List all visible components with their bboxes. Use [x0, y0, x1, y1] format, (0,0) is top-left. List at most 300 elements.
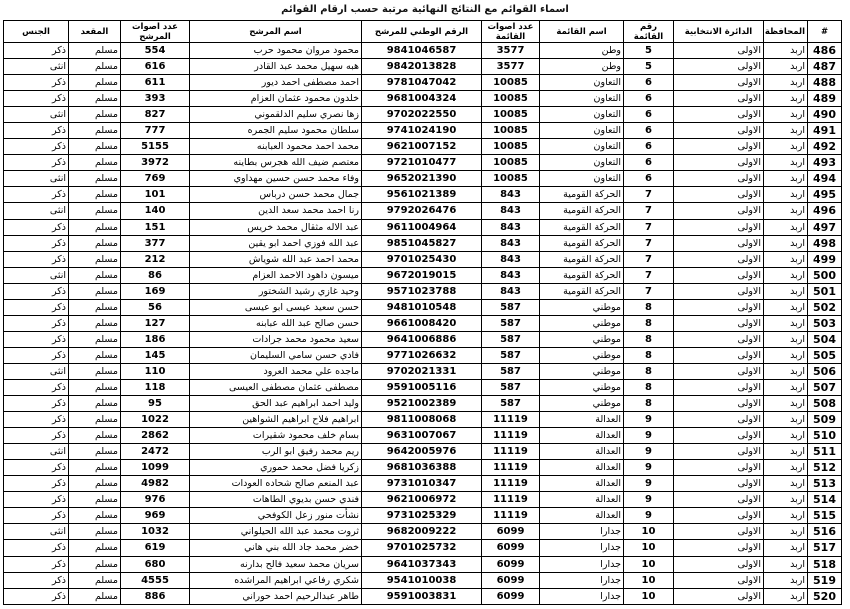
- cell-list-number: 9: [624, 508, 674, 524]
- cell-governorate: اربد: [764, 508, 808, 524]
- cell-list-name: موطني: [540, 379, 624, 395]
- cell-list-number: 7: [624, 203, 674, 219]
- cell-list-votes: 6099: [482, 524, 540, 540]
- cell-candidate-votes: 1022: [121, 412, 190, 428]
- cell-index: 514: [808, 492, 842, 508]
- cell-candidate-name: فندي حسن بديوي الطاهات: [190, 492, 362, 508]
- cell-list-votes: 11119: [482, 444, 540, 460]
- cell-list-votes: 11119: [482, 508, 540, 524]
- cell-list-votes: 843: [482, 283, 540, 299]
- cell-list-number: 7: [624, 251, 674, 267]
- cell-list-votes: 843: [482, 251, 540, 267]
- cell-seat: مسلم: [69, 107, 121, 123]
- cell-list-votes: 10085: [482, 171, 540, 187]
- cell-governorate: اربد: [764, 556, 808, 572]
- cell-list-number: 10: [624, 556, 674, 572]
- cell-governorate: اربد: [764, 139, 808, 155]
- cell-sex: انثى: [4, 171, 69, 187]
- cell-index: 494: [808, 171, 842, 187]
- cell-list-number: 10: [624, 540, 674, 556]
- cell-national-id: 9591003831: [362, 588, 482, 604]
- header-gov: المحافظة: [764, 21, 808, 43]
- cell-list-number: 9: [624, 412, 674, 428]
- cell-district: الاولى: [674, 171, 764, 187]
- table-row: [4, 363, 842, 379]
- header-nat-id: الرقم الوطني للمرشح: [362, 21, 482, 43]
- cell-seat: مسلم: [69, 43, 121, 59]
- cell-seat: مسلم: [69, 412, 121, 428]
- cell-candidate-name: فادي حسن سامي السليمان: [190, 347, 362, 363]
- cell-district: الاولى: [674, 588, 764, 604]
- cell-district: الاولى: [674, 187, 764, 203]
- cell-candidate-votes: 151: [121, 219, 190, 235]
- cell-list-name: الحركة القومية: [540, 283, 624, 299]
- cell-governorate: اربد: [764, 396, 808, 412]
- cell-seat: مسلم: [69, 155, 121, 171]
- cell-candidate-name: سلطان محمود سليم الجمره: [190, 123, 362, 139]
- cell-national-id: 9672019015: [362, 267, 482, 283]
- cell-list-number: 10: [624, 588, 674, 604]
- cell-index: 517: [808, 540, 842, 556]
- cell-governorate: اربد: [764, 572, 808, 588]
- cell-candidate-name: حسن صالح عبد الله عبابنه: [190, 315, 362, 331]
- cell-seat: مسلم: [69, 572, 121, 588]
- cell-governorate: اربد: [764, 492, 808, 508]
- cell-district: الاولى: [674, 460, 764, 476]
- cell-sex: ذكر: [4, 460, 69, 476]
- cell-list-number: 9: [624, 492, 674, 508]
- cell-candidate-votes: 611: [121, 75, 190, 91]
- cell-list-number: 9: [624, 460, 674, 476]
- table-row: [4, 59, 842, 75]
- cell-district: الاولى: [674, 396, 764, 412]
- cell-index: 511: [808, 444, 842, 460]
- cell-list-name: العدالة: [540, 492, 624, 508]
- cell-national-id: 9521002389: [362, 396, 482, 412]
- cell-candidate-name: بسام خلف محمود شقيرات: [190, 428, 362, 444]
- cell-list-name: التعاون: [540, 75, 624, 91]
- cell-list-name: العدالة: [540, 444, 624, 460]
- cell-list-votes: 587: [482, 363, 540, 379]
- cell-sex: ذكر: [4, 492, 69, 508]
- cell-district: الاولى: [674, 492, 764, 508]
- cell-sex: انثى: [4, 203, 69, 219]
- header-district: الدائرة الانتخابية: [674, 21, 764, 43]
- cell-candidate-votes: 110: [121, 363, 190, 379]
- cell-index: 486: [808, 43, 842, 59]
- cell-national-id: 9631007067: [362, 428, 482, 444]
- header-list-votes: عدد اصوات القائمة: [482, 21, 540, 43]
- cell-governorate: اربد: [764, 347, 808, 363]
- cell-governorate: اربد: [764, 75, 808, 91]
- cell-list-name: العدالة: [540, 412, 624, 428]
- cell-governorate: اربد: [764, 331, 808, 347]
- table-row: [4, 203, 842, 219]
- header-seat: المقعد: [69, 21, 121, 43]
- cell-list-name: التعاون: [540, 155, 624, 171]
- cell-list-number: 7: [624, 267, 674, 283]
- cell-candidate-name: جمال محمد حسن درباس: [190, 187, 362, 203]
- cell-governorate: اربد: [764, 267, 808, 283]
- cell-index: 490: [808, 107, 842, 123]
- cell-district: الاولى: [674, 444, 764, 460]
- cell-sex: ذكر: [4, 588, 69, 604]
- table-row: [4, 524, 842, 540]
- cell-list-name: العدالة: [540, 508, 624, 524]
- cell-seat: مسلم: [69, 363, 121, 379]
- cell-list-name: جدارا: [540, 572, 624, 588]
- cell-district: الاولى: [674, 572, 764, 588]
- table-row: [4, 379, 842, 395]
- cell-candidate-name: ماجده علي محمد العرود: [190, 363, 362, 379]
- cell-national-id: 9661008420: [362, 315, 482, 331]
- cell-list-votes: 843: [482, 235, 540, 251]
- cell-index: 512: [808, 460, 842, 476]
- cell-list-votes: 10085: [482, 155, 540, 171]
- cell-governorate: اربد: [764, 235, 808, 251]
- cell-sex: ذكر: [4, 379, 69, 395]
- cell-candidate-name: زها نصري سليم الدلقموني: [190, 107, 362, 123]
- cell-list-votes: 843: [482, 219, 540, 235]
- cell-list-number: 10: [624, 572, 674, 588]
- cell-national-id: 9481010548: [362, 299, 482, 315]
- cell-seat: مسلم: [69, 59, 121, 75]
- cell-index: 487: [808, 59, 842, 75]
- header-list-no: رقم القائمة: [624, 21, 674, 43]
- cell-sex: ذكر: [4, 396, 69, 412]
- table-row: [4, 508, 842, 524]
- header-list-name: اسم القائمة: [540, 21, 624, 43]
- cell-national-id: 9621007152: [362, 139, 482, 155]
- cell-sex: ذكر: [4, 155, 69, 171]
- cell-national-id: 9701025732: [362, 540, 482, 556]
- cell-national-id: 9701025430: [362, 251, 482, 267]
- results-table: [3, 20, 842, 605]
- cell-list-votes: 3577: [482, 59, 540, 75]
- cell-seat: مسلم: [69, 203, 121, 219]
- cell-governorate: اربد: [764, 107, 808, 123]
- cell-governorate: اربد: [764, 363, 808, 379]
- cell-candidate-votes: 118: [121, 379, 190, 395]
- cell-candidate-name: معتصم ضيف الله هجرس بطاينه: [190, 155, 362, 171]
- cell-index: 504: [808, 331, 842, 347]
- cell-candidate-name: عبد الله فوزي احمد ابو يقين: [190, 235, 362, 251]
- cell-list-name: الحركة القومية: [540, 187, 624, 203]
- cell-seat: مسلم: [69, 444, 121, 460]
- cell-governorate: اربد: [764, 43, 808, 59]
- cell-governorate: اربد: [764, 379, 808, 395]
- cell-district: الاولى: [674, 59, 764, 75]
- cell-list-votes: 587: [482, 379, 540, 395]
- cell-seat: مسلم: [69, 588, 121, 604]
- cell-district: الاولى: [674, 123, 764, 139]
- cell-index: 516: [808, 524, 842, 540]
- cell-national-id: 9681004324: [362, 91, 482, 107]
- cell-district: الاولى: [674, 283, 764, 299]
- cell-national-id: 9781047042: [362, 75, 482, 91]
- cell-index: 505: [808, 347, 842, 363]
- cell-seat: مسلم: [69, 556, 121, 572]
- cell-sex: ذكر: [4, 347, 69, 363]
- cell-candidate-name: ابراهيم فلاح ابراهيم الشواهين: [190, 412, 362, 428]
- table-row: [4, 107, 842, 123]
- cell-sex: انثى: [4, 524, 69, 540]
- cell-candidate-name: نشأت منور زعل الكوفحي: [190, 508, 362, 524]
- cell-list-name: موطني: [540, 396, 624, 412]
- cell-index: 519: [808, 572, 842, 588]
- table-row: [4, 444, 842, 460]
- cell-list-name: العدالة: [540, 460, 624, 476]
- table-row: [4, 267, 842, 283]
- cell-district: الاولى: [674, 299, 764, 315]
- cell-seat: مسلم: [69, 428, 121, 444]
- cell-seat: مسلم: [69, 476, 121, 492]
- cell-list-number: 5: [624, 59, 674, 75]
- cell-seat: مسلم: [69, 460, 121, 476]
- table-row: [4, 572, 842, 588]
- cell-list-number: 5: [624, 43, 674, 59]
- cell-list-name: التعاون: [540, 123, 624, 139]
- cell-national-id: 9731025329: [362, 508, 482, 524]
- cell-governorate: اربد: [764, 59, 808, 75]
- cell-candidate-votes: 1032: [121, 524, 190, 540]
- cell-list-votes: 10085: [482, 139, 540, 155]
- cell-candidate-votes: 554: [121, 43, 190, 59]
- cell-governorate: اربد: [764, 412, 808, 428]
- cell-index: 488: [808, 75, 842, 91]
- cell-candidate-name: ثروت محمد عبد الله الحيلواني: [190, 524, 362, 540]
- cell-list-votes: 587: [482, 315, 540, 331]
- cell-candidate-votes: 616: [121, 59, 190, 75]
- cell-list-number: 6: [624, 91, 674, 107]
- cell-index: 496: [808, 203, 842, 219]
- cell-list-votes: 11119: [482, 476, 540, 492]
- cell-candidate-name: محمد احمد عبد الله شوياش: [190, 251, 362, 267]
- table-row: [4, 315, 842, 331]
- cell-list-name: وطن: [540, 59, 624, 75]
- cell-list-votes: 11119: [482, 412, 540, 428]
- table-row: [4, 556, 842, 572]
- cell-governorate: اربد: [764, 203, 808, 219]
- cell-candidate-name: سعيد محمود محمد جرادات: [190, 331, 362, 347]
- cell-sex: ذكر: [4, 139, 69, 155]
- cell-list-number: 6: [624, 155, 674, 171]
- cell-index: 520: [808, 588, 842, 604]
- cell-district: الاولى: [674, 315, 764, 331]
- cell-national-id: 9561021389: [362, 187, 482, 203]
- cell-seat: مسلم: [69, 235, 121, 251]
- cell-list-number: 6: [624, 171, 674, 187]
- cell-list-name: الحركة القومية: [540, 235, 624, 251]
- cell-candidate-votes: 145: [121, 347, 190, 363]
- cell-list-number: 7: [624, 219, 674, 235]
- cell-national-id: 9702022550: [362, 107, 482, 123]
- cell-sex: ذكر: [4, 219, 69, 235]
- cell-sex: ذكر: [4, 187, 69, 203]
- cell-sex: ذكر: [4, 572, 69, 588]
- table-row: [4, 476, 842, 492]
- cell-list-name: العدالة: [540, 428, 624, 444]
- cell-candidate-votes: 186: [121, 331, 190, 347]
- cell-candidate-votes: 4982: [121, 476, 190, 492]
- cell-candidate-votes: 886: [121, 588, 190, 604]
- cell-sex: ذكر: [4, 235, 69, 251]
- cell-list-number: 6: [624, 75, 674, 91]
- cell-list-votes: 6099: [482, 588, 540, 604]
- cell-candidate-votes: 4555: [121, 572, 190, 588]
- header-row: [4, 21, 842, 43]
- cell-candidate-name: هبه سهيل محمد عبد القادر: [190, 59, 362, 75]
- page-title: اسماء القوائم مع النتائج النهائية مرتبة حسب ارقام القوائم: [281, 4, 569, 15]
- cell-candidate-name: احمد مصطفى احمد ديور: [190, 75, 362, 91]
- cell-district: الاولى: [674, 107, 764, 123]
- cell-national-id: 9851045827: [362, 235, 482, 251]
- cell-index: 497: [808, 219, 842, 235]
- cell-candidate-name: وحيد غازي رشيد الشختور: [190, 283, 362, 299]
- table-row: [4, 492, 842, 508]
- cell-candidate-votes: 127: [121, 315, 190, 331]
- cell-governorate: اربد: [764, 171, 808, 187]
- cell-district: الاولى: [674, 155, 764, 171]
- cell-candidate-votes: 2862: [121, 428, 190, 444]
- cell-list-votes: 843: [482, 203, 540, 219]
- cell-sex: ذكر: [4, 508, 69, 524]
- cell-sex: ذكر: [4, 283, 69, 299]
- cell-candidate-votes: 3972: [121, 155, 190, 171]
- cell-national-id: 9771026632: [362, 347, 482, 363]
- cell-candidate-votes: 777: [121, 123, 190, 139]
- cell-list-name: جدارا: [540, 524, 624, 540]
- cell-district: الاولى: [674, 75, 764, 91]
- cell-list-votes: 10085: [482, 91, 540, 107]
- cell-list-name: الحركة القومية: [540, 251, 624, 267]
- cell-national-id: 9682009222: [362, 524, 482, 540]
- cell-list-name: العدالة: [540, 476, 624, 492]
- cell-candidate-name: محمد احمد محمود العبابنه: [190, 139, 362, 155]
- cell-governorate: اربد: [764, 123, 808, 139]
- cell-district: الاولى: [674, 379, 764, 395]
- cell-candidate-votes: 377: [121, 235, 190, 251]
- cell-national-id: 9652021390: [362, 171, 482, 187]
- cell-candidate-name: خضر محمد جاد الله بني هاني: [190, 540, 362, 556]
- cell-sex: انثى: [4, 107, 69, 123]
- cell-seat: مسلم: [69, 331, 121, 347]
- cell-seat: مسلم: [69, 315, 121, 331]
- cell-district: الاولى: [674, 91, 764, 107]
- cell-list-name: موطني: [540, 299, 624, 315]
- cell-governorate: اربد: [764, 476, 808, 492]
- table-row: [4, 460, 842, 476]
- cell-list-number: 9: [624, 476, 674, 492]
- cell-seat: مسلم: [69, 347, 121, 363]
- cell-national-id: 9621006972: [362, 492, 482, 508]
- cell-national-id: 9641006886: [362, 331, 482, 347]
- header-idx: #: [808, 21, 842, 43]
- cell-index: 501: [808, 283, 842, 299]
- cell-index: 507: [808, 379, 842, 395]
- cell-list-number: 7: [624, 187, 674, 203]
- cell-candidate-name: مصطفى عثمان مصطفى العيسى: [190, 379, 362, 395]
- cell-list-number: 9: [624, 428, 674, 444]
- cell-national-id: 9702021331: [362, 363, 482, 379]
- cell-candidate-name: شكري رفاعي ابراهيم المراشده: [190, 572, 362, 588]
- cell-list-name: الحركة القومية: [540, 219, 624, 235]
- cell-index: 508: [808, 396, 842, 412]
- cell-index: 518: [808, 556, 842, 572]
- cell-list-votes: 10085: [482, 107, 540, 123]
- cell-list-number: 7: [624, 283, 674, 299]
- cell-candidate-name: رنا احمد محمد سعد الدين: [190, 203, 362, 219]
- cell-list-votes: 587: [482, 299, 540, 315]
- cell-list-number: 8: [624, 315, 674, 331]
- cell-seat: مسلم: [69, 540, 121, 556]
- cell-list-votes: 6099: [482, 556, 540, 572]
- cell-sex: انثى: [4, 59, 69, 75]
- table-row: [4, 331, 842, 347]
- cell-list-name: الحركة القومية: [540, 267, 624, 283]
- cell-seat: مسلم: [69, 396, 121, 412]
- cell-seat: مسلم: [69, 123, 121, 139]
- cell-national-id: 9541010038: [362, 572, 482, 588]
- cell-sex: ذكر: [4, 331, 69, 347]
- cell-index: 499: [808, 251, 842, 267]
- cell-district: الاولى: [674, 508, 764, 524]
- cell-candidate-votes: 827: [121, 107, 190, 123]
- cell-candidate-name: ميسون داهود الاحمد العزام: [190, 267, 362, 283]
- cell-governorate: اربد: [764, 540, 808, 556]
- cell-candidate-name: عبد الاله مثقال محمد خريس: [190, 219, 362, 235]
- cell-list-votes: 6099: [482, 572, 540, 588]
- cell-candidate-votes: 969: [121, 508, 190, 524]
- cell-candidate-votes: 393: [121, 91, 190, 107]
- header-sex: الجنس: [4, 21, 69, 43]
- cell-index: 513: [808, 476, 842, 492]
- cell-list-votes: 587: [482, 396, 540, 412]
- cell-list-votes: 843: [482, 187, 540, 203]
- header-candidate: اسم المرشح: [190, 21, 362, 43]
- cell-list-number: 6: [624, 107, 674, 123]
- cell-sex: ذكر: [4, 412, 69, 428]
- cell-list-number: 9: [624, 444, 674, 460]
- cell-candidate-votes: 5155: [121, 139, 190, 155]
- table-row: [4, 251, 842, 267]
- cell-candidate-votes: 212: [121, 251, 190, 267]
- table-row: [4, 412, 842, 428]
- cell-list-votes: 10085: [482, 75, 540, 91]
- cell-candidate-votes: 2472: [121, 444, 190, 460]
- table-row: [4, 139, 842, 155]
- cell-sex: ذكر: [4, 123, 69, 139]
- cell-index: 500: [808, 267, 842, 283]
- cell-seat: مسلم: [69, 508, 121, 524]
- cell-candidate-votes: 619: [121, 540, 190, 556]
- cell-governorate: اربد: [764, 315, 808, 331]
- cell-list-votes: 11119: [482, 460, 540, 476]
- cell-district: الاولى: [674, 203, 764, 219]
- cell-national-id: 9731010347: [362, 476, 482, 492]
- cell-index: 498: [808, 235, 842, 251]
- cell-national-id: 9591005116: [362, 379, 482, 395]
- cell-list-votes: 11119: [482, 492, 540, 508]
- cell-sex: انثى: [4, 363, 69, 379]
- cell-index: 510: [808, 428, 842, 444]
- cell-list-number: 8: [624, 331, 674, 347]
- cell-candidate-name: وفاء محمد حسن حسين مهداوي: [190, 171, 362, 187]
- cell-seat: مسلم: [69, 299, 121, 315]
- cell-candidate-name: زكريا فضل محمد حموري: [190, 460, 362, 476]
- cell-candidate-votes: 680: [121, 556, 190, 572]
- cell-index: 495: [808, 187, 842, 203]
